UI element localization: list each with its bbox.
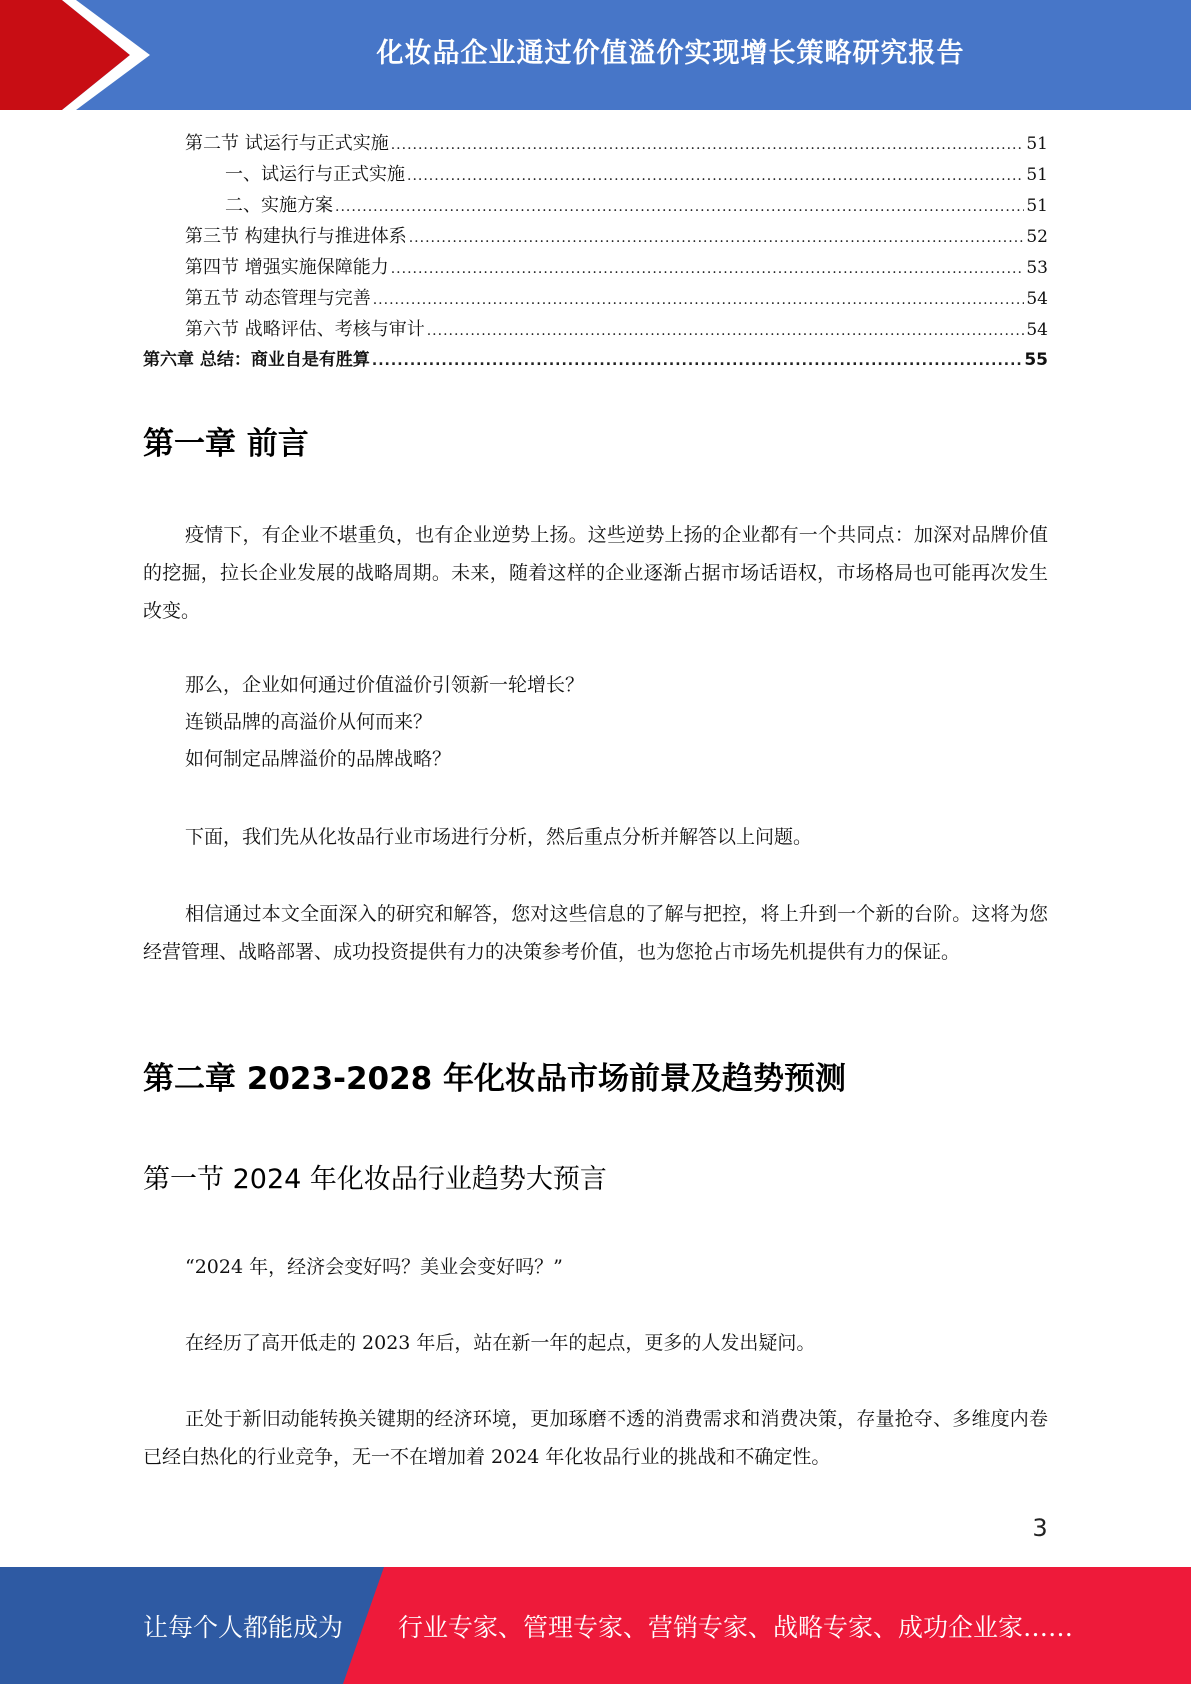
toc-entry-page: 55 <box>1024 350 1048 370</box>
toc-entry-text: 第五节 动态管理与完善 <box>185 288 371 309</box>
toc-entry-page: 54 <box>1026 289 1048 309</box>
toc-entry[interactable] <box>143 314 1048 345</box>
toc-entry-page: 53 <box>1026 258 1048 278</box>
chapter-1-paragraph-3: 相信通过本文全面深入的研究和解答，您对这些信息的了解与把控，将上升到一个新的台阶。这将为您经营管理、战略部署、成功投资提供有力的决策参考价值，也为您抢占市场先机提供有力的保证。 <box>143 903 1048 963</box>
toc-leader-dots <box>391 130 1025 161</box>
footer-slogan-right: 行业专家、管理专家、营销专家、战略专家、成功企业家…… <box>398 1612 1074 1642</box>
toc-entry[interactable] <box>143 221 1048 252</box>
toc-leader-dots <box>391 254 1025 285</box>
toc-leader-dots <box>372 346 1022 377</box>
chapter-2-paragraph-2: 在经历了高开低走的 2023 年后，站在新一年的起点，更多的人发出疑问。 <box>185 1332 816 1354</box>
toc-entry-text: 一、试运行与正式实施 <box>225 164 405 185</box>
question-1: 那么，企业如何通过价值溢价引领新一轮增长？ <box>185 674 585 696</box>
page-footer <box>0 1567 1191 1684</box>
chapter-2-paragraph-3: 正处于新旧动能转换关键期的经济环境，更加琢磨不透的消费需求和消费决策，存量抢夺、多维度内卷已经白热化的行业竞争，无一不在增加着 2024 年化妆品行业的挑战和不确定性。 <box>143 1408 1048 1468</box>
page-header <box>0 0 1191 110</box>
toc-entry-text: 第六节 战略评估、考核与审计 <box>185 319 425 340</box>
report-title: 化妆品企业通过价值溢价实现增长策略研究报告 <box>376 37 965 69</box>
chapter-1-paragraph-2: 下面，我们先从化妆品行业市场进行分析，然后重点分析并解答以上问题。 <box>185 826 813 848</box>
section-1-heading: 第一节 2024 年化妆品行业趋势大预言 <box>143 1164 607 1195</box>
header-arrow-decoration <box>0 0 160 110</box>
page-number: 3 <box>1032 1514 1048 1542</box>
chapter-2-paragraph-1: “2024 年，经济会变好吗？美业会变好吗？” <box>185 1256 563 1278</box>
toc-entry-page: 51 <box>1026 165 1048 185</box>
toc-leader-dots <box>427 316 1025 347</box>
chapter-1-heading: 第一章 前言 <box>143 426 309 462</box>
toc-entry-text: 第六章 总结：商业自是有胜算 <box>143 350 370 370</box>
chapter-1-paragraph-1: 疫情下，有企业不堪重负，也有企业逆势上扬。这些逆势上扬的企业都有一个共同点：加深对品牌价值的挖掘，拉长企业发展的战略周期。未来，随着这样的企业逐渐占据市场话语权，市场格局也可能再次发生改变。 <box>143 524 1048 622</box>
toc-entry[interactable] <box>143 128 1048 159</box>
question-3: 如何制定品牌溢价的品牌战略？ <box>185 748 452 770</box>
toc-entry-text: 第三节 构建执行与推进体系 <box>185 226 407 247</box>
toc-entry[interactable] <box>143 283 1048 314</box>
toc-leader-dots <box>335 192 1024 223</box>
table-of-contents <box>143 128 1048 376</box>
toc-entry-page: 51 <box>1026 196 1048 216</box>
toc-leader-dots <box>407 161 1024 192</box>
toc-entry-text: 第二节 试运行与正式实施 <box>185 133 389 154</box>
toc-entry-text: 二、实施方案 <box>225 195 333 216</box>
toc-entry[interactable] <box>143 159 1048 190</box>
toc-entry-text: 第四节 增强实施保障能力 <box>185 257 389 278</box>
toc-entry-page: 51 <box>1026 134 1048 154</box>
toc-entry-page: 54 <box>1026 320 1048 340</box>
toc-leader-dots <box>409 223 1025 254</box>
chapter-2-heading: 第二章 2023-2028 年化妆品市场前景及趋势预测 <box>143 1061 847 1097</box>
toc-entry[interactable] <box>143 252 1048 283</box>
footer-slogan-left: 让每个人都能成为 <box>143 1612 344 1642</box>
toc-entry-chapter[interactable] <box>143 345 1048 376</box>
toc-entry[interactable] <box>143 190 1048 221</box>
question-2: 连锁品牌的高溢价从何而来？ <box>185 711 433 733</box>
toc-leader-dots <box>373 285 1025 316</box>
toc-entry-page: 52 <box>1026 227 1048 247</box>
